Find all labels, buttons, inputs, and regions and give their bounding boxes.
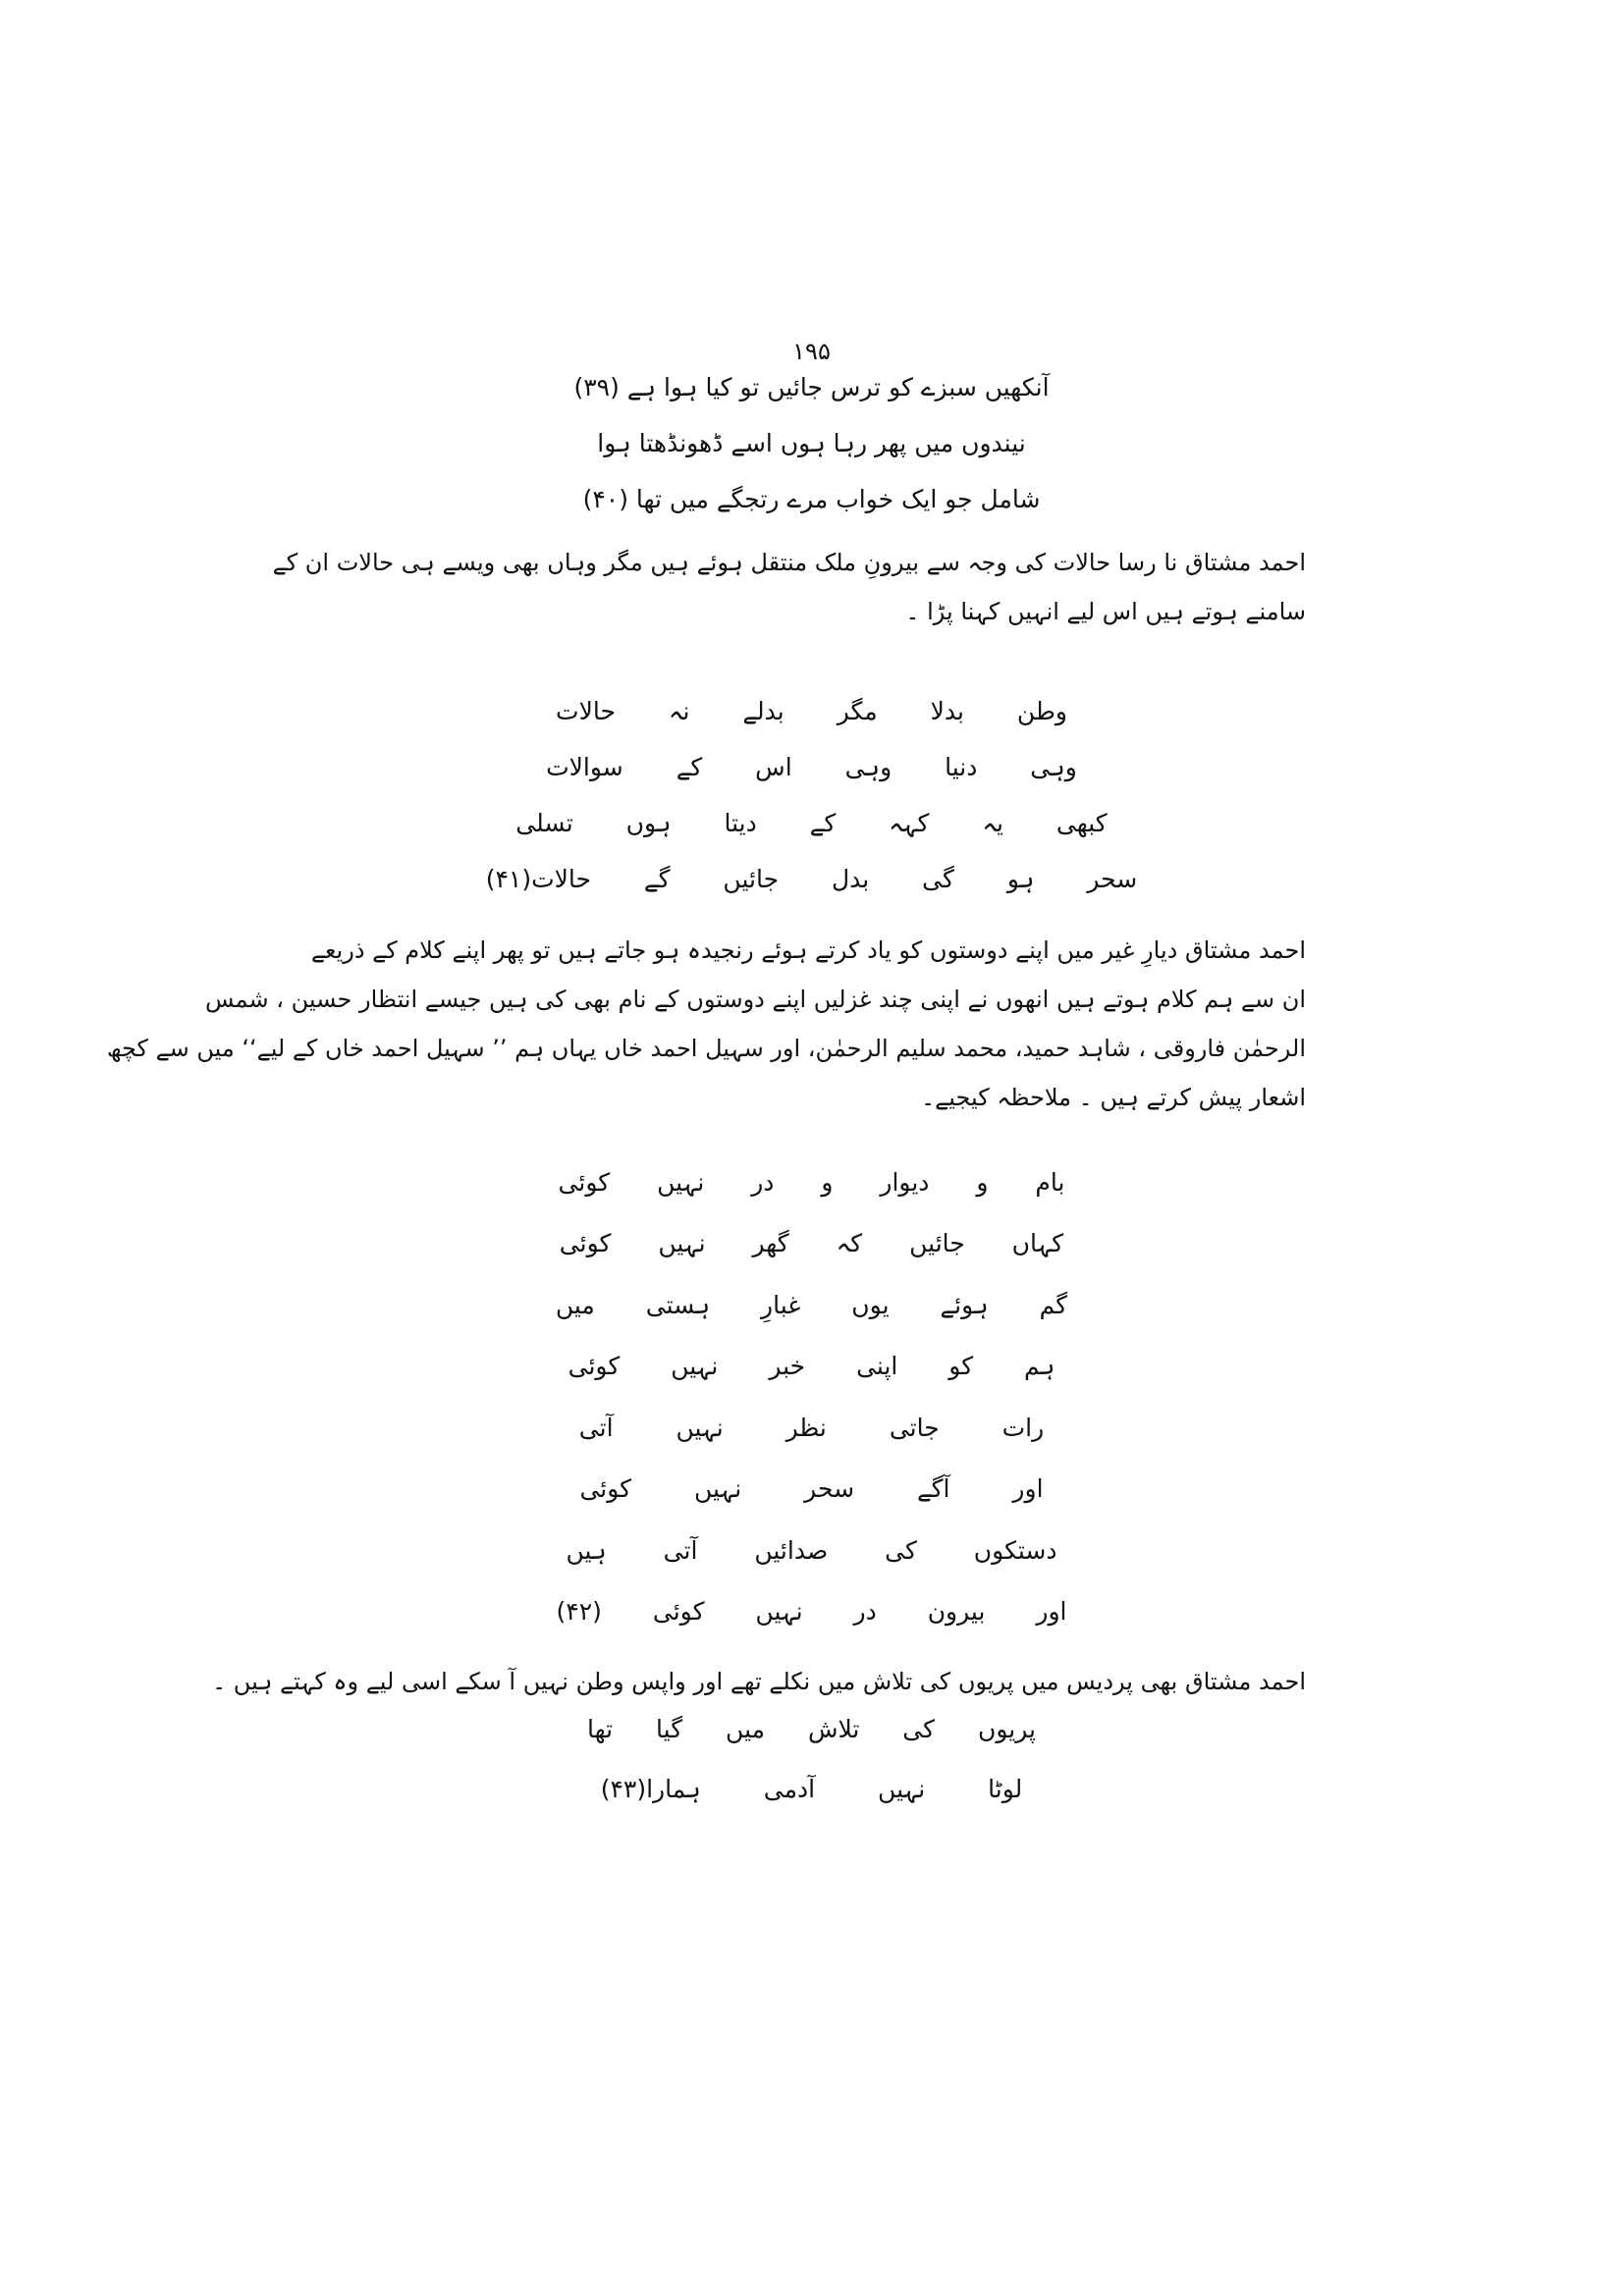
poem-3-line-1: بام و دیوار و در نہیں کوئی <box>558 1168 1065 1197</box>
paragraph-1 <box>272 538 1306 636</box>
paragraph-3 <box>212 1657 1306 1706</box>
poem-2-line-1: وطن بدلا مگر بدلے نہ حالات <box>556 697 1067 725</box>
poem-3-line-3: گم ہوئے یوں غبارِ ہستی میں <box>555 1291 1068 1319</box>
paragraph-2 <box>106 926 1306 1122</box>
poem-3-line-2: کہاں جائیں کہ گھر نہیں کوئی <box>559 1229 1064 1257</box>
paragraph-3-line-1: احمد مشتاق بھی پردیس میں پریوں کی تلاش میں نکلے تھے اور واپس وطن نہیں آ سکے اسی لیے وہ کہتے ہیں ۔ <box>212 1668 1306 1695</box>
poem-2-line-4: سحر ہو گی بدل جائیں گے حالات(۴۱) <box>485 865 1138 893</box>
poem-1-line-3: شامل جو ایک خواب مرے رتجگے میں تھا (۴۰) <box>582 485 1041 513</box>
poem-1-line-1: آنکھیں سبزے کو ترس جائیں تو کیا ہوا ہے (۳۹) <box>573 373 1050 401</box>
paragraph-1-line-1: احمد مشتاق نا رسا حالات کی وجہ سے بیرونِ ملک منتقل ہوئے ہیں مگر وہاں بھی ویسے ہی حالات ان کے <box>272 549 1306 576</box>
paragraph-1-line-2: سامنے ہوتے ہیں اس لیے انہیں کہنا پڑا ۔ <box>905 598 1306 625</box>
poem-3-line-7: دستکوں کی صدائیں آتی ہیں <box>566 1536 1057 1565</box>
poem-3-line-6: اور آگے سحر نہیں کوئی <box>579 1474 1044 1503</box>
paragraph-2-line-4: اشعار پیش کرتے ہیں ۔ ملاحظہ کیجیے۔ <box>921 1084 1306 1111</box>
poem-1-line-2: نیندوں میں پھر رہا ہوں اسے ڈھونڈھتا ہوا <box>597 429 1026 457</box>
poem-3-line-4: ہم کو اپنی خبر نہیں کوئی <box>568 1352 1055 1380</box>
poem-2-line-3: کبھی یہ کہہ کے دیتا ہوں تسلی <box>515 809 1108 837</box>
poem-4-line-1: پریوں کی تلاش میں گیا تھا <box>587 1715 1036 1743</box>
poem-3-line-8: اور بیرون در نہیں کوئی (۴۲) <box>556 1597 1067 1626</box>
poem-3-line-5: رات جاتی نظر نہیں آتی <box>578 1414 1045 1442</box>
paragraph-2-line-2: ان سے ہم کلام ہوتے ہیں انھوں نے اپنی چند غزلیں اپنے دوستوں کے نام بھی کی ہیں جیسے انتظار حسین ، شمس <box>205 986 1306 1013</box>
paragraph-2-line-3: الرحمٰن فاروقی ، شاہد حمید، محمد سلیم الرحمٰن، اور سہیل احمد خاں یہاں ہم ’’ سہیل احمد خاں کے لیے‘‘ میں سے کچھ <box>106 1035 1306 1062</box>
paragraph-2-line-1: احمد مشتاق دیارِ غیر میں اپنے دوستوں کو یاد کرتے ہوئے رنجیدہ ہو جاتے ہیں تو پھر اپنے کلام کے ذریعے <box>310 936 1306 964</box>
page-number: ۱۹۵ <box>792 338 831 365</box>
poem-2-line-2: وہی دنیا وہی اس کے سوالات <box>546 753 1077 781</box>
poem-4-line-2: لوٹا نہیں آدمی ہمارا(۴۳) <box>600 1775 1023 1803</box>
